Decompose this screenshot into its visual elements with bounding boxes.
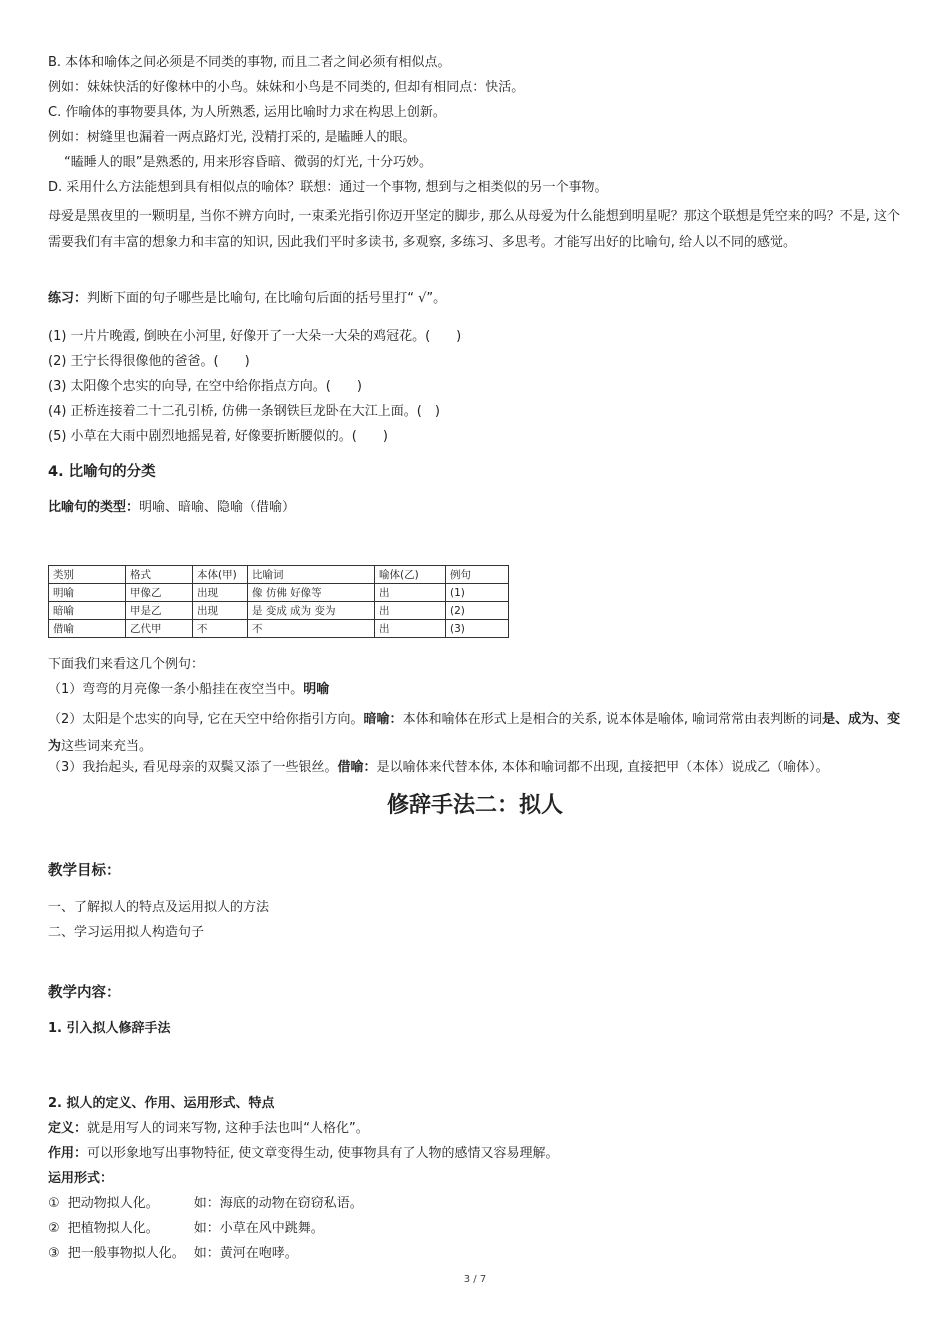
exercise-item: (4) 正桥连接着二十二孔引桥, 仿佛一条钢铁巨龙卧在大江上面。( ) [48,404,440,419]
classification-table [48,565,509,638]
examples-intro: 下面我们来看这几个例句： [48,657,205,672]
table-header-cell: 例句 [446,566,509,584]
table-header-cell: 格式 [126,566,193,584]
subheading-2: 2. 拟人的定义、作用、运用形式、特点 [48,1096,275,1111]
point-b: B. 本体和喻体之间必须是不同类的事物, 而且二者之间必须有相似点。 [48,55,451,70]
form-example: 如：海底的动物在窃窃私语。 [193,1196,363,1211]
form-number: ② [48,1221,60,1236]
paragraph-d: 母爱是黑夜里的一颗明星, 当你不辨方向时, 一束柔光指引你迈开坚定的脚步, 那么从母爱为什么能想到明星呢？那这个联想是凭空来的吗？不是, 这个需要我们有丰富的想象力和丰富的知识, 因此我们平时多读书, 多观察, 多练习、多思考。才能写出好的比喻句, 给人以不同的感觉。 [48,209,901,250]
types-line [48,499,295,517]
forms-label: 运用形式： [48,1171,114,1186]
example-2-tail: 这些词来充当。 [61,739,153,754]
table-cell: 不 [193,620,248,638]
table-cell: 借喻 [49,620,126,638]
table-header-cell: 比喻词 [248,566,375,584]
goal-item: 一、了解拟人的特点及运用拟人的方法 [48,900,270,915]
exercise-item: (1) 一片片晚霞, 倒映在小河里, 好像开了一大朵一大朵的鸡冠花。( ) [48,329,462,344]
table-cell: 乙代甲 [126,620,193,638]
goals-heading: 教学目标： [48,863,121,879]
form-item [48,1220,324,1238]
form-example: 如：黄河在咆哮。 [193,1246,298,1261]
definition-label: 定义： [48,1121,88,1136]
example-2-words: 是、成为、变为 [48,712,901,754]
example-1-text: （1）弯弯的月亮像一条小船挂在夜空当中。 [48,682,304,697]
section4-heading: 4. 比喻句的分类 [48,464,156,480]
definition-line [48,1120,369,1138]
example-1 [48,681,329,699]
example-1-tag: 明喻 [303,682,330,697]
point-d: D. 采用什么方法能想到具有相似点的喻体？联想：通过一个事物, 想到与之相类似的另一个事物。 [48,180,608,195]
example-2-desc: 本体和喻体在形式上是相合的关系, 说本体是喻体, 喻词常常由表判断的词 [402,712,823,727]
table-cell: (2) [446,602,509,620]
subheading-1: 1. 引入拟人修辞手法 [48,1021,171,1036]
definition-text: 就是用写人的词来写物, 这种手法也叫“人格化”。 [87,1121,369,1136]
function-text: 可以形象地写出事物特征, 使文章变得生动, 使事物具有了人物的感情又容易理解。 [87,1146,559,1161]
table-cell: 出 [375,620,446,638]
exercise-header [48,290,446,308]
section-title: 修辞手法二：拟人 [386,793,563,818]
table-cell: 不 [248,620,375,638]
exercise-item: (3) 太阳像个忠实的向导, 在空中给你指点方向。( ) [48,379,362,394]
table-header-cell: 喻体(乙) [375,566,446,584]
table-cell: 出现 [193,602,248,620]
table-header-cell: 类别 [49,566,126,584]
table-cell: 是 变成 成为 变为 [248,602,375,620]
types-label: 比喻句的类型： [48,500,140,515]
table-cell: 出现 [193,584,248,602]
table-cell: 像 仿佛 好像等 [248,584,375,602]
function-line [48,1145,559,1163]
example-2 [48,706,908,760]
exercise-label: 练习： [48,291,88,306]
table-row [49,584,509,602]
exercise-item: (2) 王宁长得很像他的爸爸。( ) [48,354,250,369]
table-cell: 明喻 [49,584,126,602]
table-cell: 出 [375,584,446,602]
exercise-instruction: 判断下面的句子哪些是比喻句, 在比喻句后面的括号里打“ √”。 [87,291,447,306]
form-text: 把动物拟人化。 [67,1196,159,1211]
form-item [48,1195,363,1213]
table-cell: 出 [375,602,446,620]
page-number: 3 / 7 [463,1274,487,1285]
form-text: 把植物拟人化。 [67,1221,159,1236]
goal-item: 二、学习运用拟人构造句子 [48,925,205,940]
table-cell: 甲是乙 [126,602,193,620]
table-header-row [49,566,509,584]
table-row [49,602,509,620]
example-2-text: （2）太阳是个忠实的向导, 它在天空中给你指引方向。 [48,712,364,727]
example-b: 例如：妹妹快活的好像林中的小鸟。妹妹和小鸟是不同类的, 但却有相同点：快活。 [48,80,525,95]
example-c: 例如：树缝里也漏着一两点路灯光, 没精打采的, 是瞌睡人的眼。 [48,130,416,145]
exercise-item: (5) 小草在大雨中剧烈地摇晃着, 好像要折断腰似的。( ) [48,429,388,444]
table-header-cell: 本体(甲) [193,566,248,584]
table-cell: (3) [446,620,509,638]
table-cell: 暗喻 [49,602,126,620]
example-3-text: （3）我抬起头, 看见母亲的双鬓又添了一些银丝。 [48,760,338,775]
example-3-desc: 是以喻体来代替本体, 本体和喻词都不出现, 直接把甲（本体）说成乙（喻体）。 [376,760,829,775]
example-3-tag: 借喻： [337,760,377,775]
function-label: 作用： [48,1146,88,1161]
table-cell: (1) [446,584,509,602]
form-item [48,1245,298,1263]
form-number: ① [48,1196,60,1211]
point-c: C. 作喻体的事物要具体, 为人所熟悉, 运用比喻时力求在构思上创新。 [48,105,446,120]
example-2-tag: 暗喻： [363,712,403,727]
types-value: 明喻、暗喻、隐喻（借喻） [139,500,296,515]
form-text: 把一般事物拟人化。 [67,1246,185,1261]
example-3 [48,759,829,777]
content-heading: 教学内容： [48,985,121,1001]
table-row [49,620,509,638]
note-c: “瞌睡人的眼”是熟悉的, 用来形容昏暗、微弱的灯光, 十分巧妙。 [64,155,432,170]
form-number: ③ [48,1246,60,1261]
form-example: 如：小草在风中跳舞。 [193,1221,324,1236]
table-cell: 甲像乙 [126,584,193,602]
